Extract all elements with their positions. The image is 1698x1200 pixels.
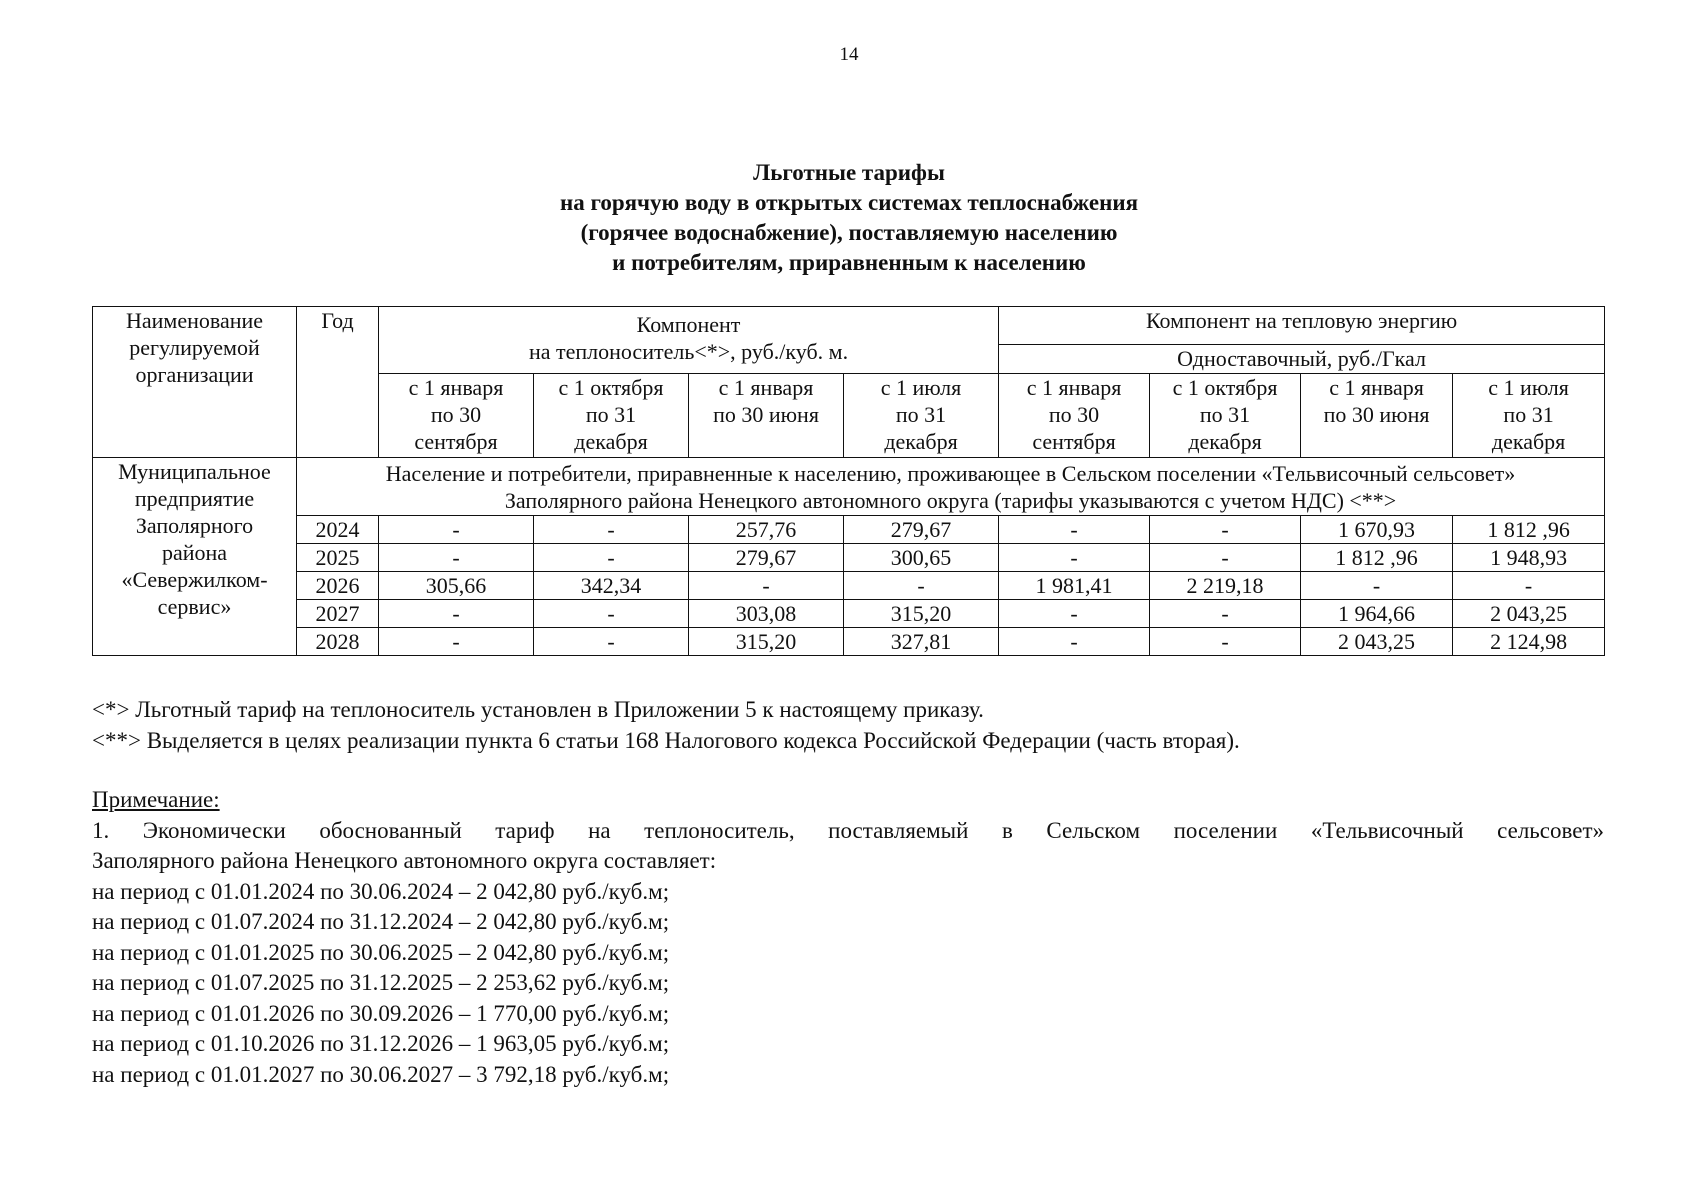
value-cell: 315,20 <box>689 628 844 656</box>
header-period: с 1 января по 30 сентября <box>999 374 1150 458</box>
header-organization: Наименование регулируемой организации <box>93 307 297 458</box>
header-year: Год <box>297 307 379 458</box>
document-title <box>0 158 1698 278</box>
value-cell: - <box>1301 572 1453 600</box>
header-period: с 1 января по 30 июня <box>689 374 844 458</box>
header-single-rate: Одноставочный, руб./Гкал <box>999 345 1605 374</box>
note-period-line: на период с 01.01.2025 по 30.06.2025 – 2 042,80 руб./куб.м; <box>92 939 670 965</box>
value-cell: 315,20 <box>844 600 999 628</box>
title-line: на горячую воду в открытых системах теплоснабжения <box>559 190 1139 215</box>
value-cell: - <box>689 572 844 600</box>
notes-section <box>92 785 1604 1090</box>
value-cell: 2 124,98 <box>1453 628 1605 656</box>
value-cell: 2 043,25 <box>1301 628 1453 656</box>
value-cell: - <box>379 628 534 656</box>
header-period: с 1 октября по 31 декабря <box>1150 374 1301 458</box>
header-period: с 1 октября по 31 декабря <box>534 374 689 458</box>
value-cell: 1 981,41 <box>999 572 1150 600</box>
value-cell: - <box>379 516 534 544</box>
value-cell: 342,34 <box>534 572 689 600</box>
value-cell: - <box>844 572 999 600</box>
header-period: с 1 июля по 31 декабря <box>1453 374 1605 458</box>
organization-name: Муниципальное предприятие Заполярного района «Севержилком- сервис» <box>93 458 297 656</box>
value-cell: - <box>379 600 534 628</box>
value-cell: 257,76 <box>689 516 844 544</box>
title-line: (горячее водоснабжение), поставляемую населению <box>580 220 1118 245</box>
header-period: с 1 июля по 31 декабря <box>844 374 999 458</box>
header-period: с 1 января по 30 июня <box>1301 374 1453 458</box>
year-cell: 2027 <box>297 600 379 628</box>
value-cell: 1 812 ,96 <box>1301 544 1453 572</box>
footnote-1: <*> Льготный тариф на теплоноситель установлен в Приложении 5 к настоящему приказу. <box>92 697 984 722</box>
value-cell: - <box>534 516 689 544</box>
consumer-group-label: Население и потребители, приравненные к населению, проживающее в Сельском поселении «Тельвисочный сельсовет» Заполярного района Ненецкого автономного округа (тарифы указываются с учетом НДС) <**> <box>297 458 1605 516</box>
notes-heading: Примечание: <box>92 787 220 812</box>
value-cell: 1 670,93 <box>1301 516 1453 544</box>
note-period-line: на период с 01.07.2024 по 31.12.2024 – 2 042,80 руб./куб.м; <box>92 909 670 934</box>
value-cell: 305,66 <box>379 572 534 600</box>
value-cell: - <box>1150 628 1301 656</box>
table-row <box>93 628 1605 656</box>
tariff-table <box>92 306 1605 656</box>
footnote-2: <**> Выделяется в целях реализации пункта 6 статьи 168 Налогового кодекса Российской Федерации (часть вторая). <box>92 728 1240 753</box>
value-cell: 1 948,93 <box>1453 544 1605 572</box>
note-period-line: на период с 01.07.2025 по 31.12.2025 – 2 253,62 руб./куб.м; <box>92 970 670 995</box>
year-cell: 2024 <box>297 516 379 544</box>
value-cell: - <box>1150 516 1301 544</box>
year-cell: 2028 <box>297 628 379 656</box>
value-cell: - <box>999 600 1150 628</box>
note-period-line: на период с 01.01.2026 по 30.09.2026 – 1 770,00 руб./куб.м; <box>92 1000 670 1026</box>
value-cell: - <box>999 516 1150 544</box>
year-cell: 2026 <box>297 572 379 600</box>
note-period-line: на период с 01.10.2026 по 31.12.2026 – 1 963,05 руб./куб.м; <box>92 1031 670 1056</box>
note-paragraph-line: Заполярного района Ненецкого автономного округа составляет: <box>92 848 717 873</box>
value-cell: 300,65 <box>844 544 999 572</box>
note-paragraph-line: 1. Экономически обоснованный тариф на теплоноситель, поставляемый в Сельском поселении «Тельвисочный сельсовет» <box>92 817 1604 843</box>
value-cell: - <box>379 544 534 572</box>
header-period: с 1 января по 30 сентября <box>379 374 534 458</box>
title-line: и потребителям, приравненным к населению <box>612 250 1086 275</box>
year-cell: 2025 <box>297 544 379 572</box>
header-coolant-component: Компонент на теплоноситель<*>, руб./куб. м. <box>379 307 999 374</box>
header-heat-component: Компонент на тепловую энергию <box>999 307 1605 345</box>
value-cell: - <box>534 600 689 628</box>
value-cell: 303,08 <box>689 600 844 628</box>
table-row <box>93 544 1605 572</box>
value-cell: 327,81 <box>844 628 999 656</box>
title-line: Льготные тарифы <box>753 160 945 185</box>
value-cell: 279,67 <box>689 544 844 572</box>
value-cell: - <box>1453 572 1605 600</box>
table-row <box>93 516 1605 544</box>
note-period-line: на период с 01.01.2027 по 30.06.2027 – 3 792,18 руб./куб.м; <box>92 1061 670 1087</box>
value-cell: - <box>999 628 1150 656</box>
footnotes <box>92 694 1604 756</box>
value-cell: 1 812 ,96 <box>1453 516 1605 544</box>
value-cell: - <box>534 544 689 572</box>
value-cell: - <box>999 544 1150 572</box>
value-cell: - <box>1150 544 1301 572</box>
table-row <box>93 600 1605 628</box>
note-period-line: на период с 01.01.2024 по 30.06.2024 – 2 042,80 руб./куб.м; <box>92 878 670 904</box>
value-cell: - <box>1150 600 1301 628</box>
value-cell: 1 964,66 <box>1301 600 1453 628</box>
page-number: 14 <box>839 44 859 65</box>
value-cell: - <box>534 628 689 656</box>
value-cell: 279,67 <box>844 516 999 544</box>
value-cell: 2 219,18 <box>1150 572 1301 600</box>
value-cell: 2 043,25 <box>1453 600 1605 628</box>
table-row <box>93 572 1605 600</box>
